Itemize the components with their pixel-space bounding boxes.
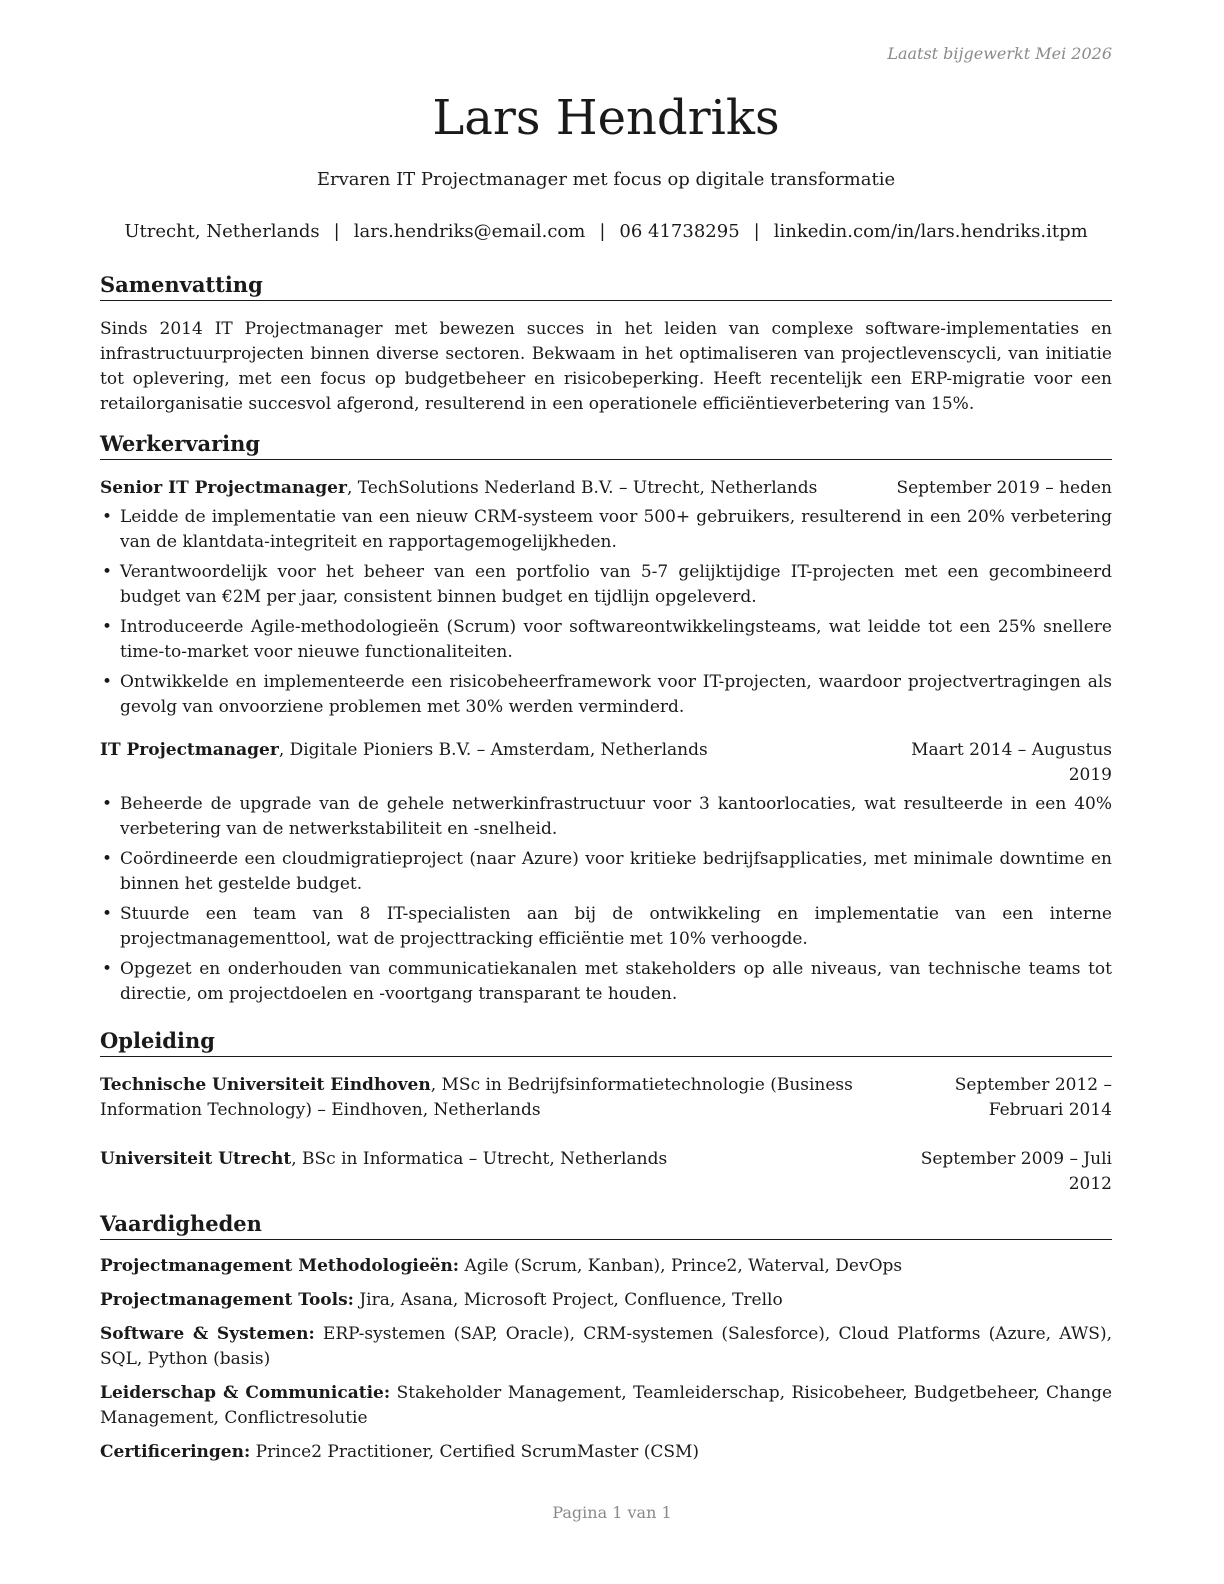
list-item: • Verantwoordelijk voor het beheer van een portfolio van 5-7 gelijktijdige IT-projecten met een gecombineerd budget van €2M per jaar, consistent binnen budget en tijdlijn opgeleverd. [100,560,1112,610]
job-entry [100,738,1112,1007]
contact-separator: | [333,221,340,242]
education-section [100,1028,1112,1197]
skill-value: Jira, Asana, Microsoft Project, Confluence, Trello [353,1290,783,1310]
job-role: Senior IT Projectmanager [100,478,347,498]
education-entry [100,1073,1112,1123]
skill-line [100,1440,1112,1465]
contact-separator: | [753,221,760,242]
skill-value: Agile (Scrum, Kanban), Prince2, Waterval, DevOps [459,1256,903,1276]
job-header [100,738,1112,788]
contact-location: Utrecht, Netherlands [124,221,320,242]
education-detail: , MSc in Bedrijfsinformatietechnologie (Business Information Technology) – Eindhoven, Netherlands [100,1075,853,1120]
skill-value: Prince2 Practitioner, Certified ScrumMaster (CSM) [250,1442,700,1462]
job-role: IT Projectmanager [100,740,279,760]
list-item: • Leidde de implementatie van een nieuw CRM-systeem voor 500+ gebruikers, resulterend in een 20% verbetering van de klantdata-integriteit en rapportagemogelijkheden. [100,505,1112,555]
skill-value: ERP-systemen (SAP, Oracle), CRM-systemen (Salesforce), Cloud Platforms (Azure, AWS), SQL, Python (basis) [100,1324,1112,1369]
education-entry [100,1147,1112,1197]
list-item: • Introduceerde Agile-methodologieën (Scrum) voor softwareontwikkelingsteams, wat leidde tot een 25% snellere time-to-market voor nieuwe functionaliteiten. [100,615,1112,665]
job-company: , TechSolutions Nederland B.V. – Utrecht, Netherlands [346,478,818,498]
list-item: • Stuurde een team van 8 IT-specialisten aan bij de ontwikkeling en implementatie van een interne projectmanagementtool, wat de projecttracking efficiëntie met 10% verhoogde. [100,902,1112,952]
skill-label: Projectmanagement Tools: [100,1290,354,1310]
summary-section [100,272,1112,417]
skill-label: Projectmanagement Methodologieën: [100,1256,460,1276]
education-school: Universiteit Utrecht [100,1149,292,1169]
skill-label: Software & Systemen: [100,1324,315,1344]
job-bullets [100,505,1112,720]
education-dates: September 2009 – Juli 2012 [920,1149,1112,1194]
job-dates: September 2019 – heden [896,478,1112,498]
contact-line [100,220,1112,244]
contact-linkedin[interactable]: linkedin.com/in/lars.hendriks.itpm [773,221,1088,242]
job-bullets [100,792,1112,1007]
job-company: , Digitale Pioniers B.V. – Amsterdam, Netherlands [278,740,708,760]
skill-label: Certificeringen: [100,1442,251,1462]
contact-phone: 06 41738295 [619,221,740,242]
contact-separator: | [599,221,606,242]
candidate-name: Lars Hendriks [432,90,780,146]
job-entry [100,476,1112,720]
section-title: Samenvatting [100,272,1112,301]
page-number: Pagina 1 van 1 [552,1503,672,1522]
list-item: • Opgezet en onderhouden van communicatiekanalen met stakeholders op alle niveaus, van technische teams tot directie, om projectdoelen en -voortgang transparant te houden. [100,957,1112,1007]
contact-email[interactable]: lars.hendriks@email.com [353,221,586,242]
skill-label: Leiderschap & Communicatie: [100,1383,391,1403]
skill-line [100,1288,1112,1313]
education-school: Technische Universiteit Eindhoven [100,1075,431,1095]
skill-line [100,1254,1112,1279]
section-title: Werkervaring [100,431,1112,460]
list-item: • Coördineerde een cloudmigratieproject (naar Azure) voor kritieke bedrijfsapplicaties, met minimale downtime en binnen het gestelde budget. [100,847,1112,897]
skills-section [100,1211,1112,1465]
skill-line [100,1322,1112,1372]
last-updated: Laatst bijgewerkt Mei 2026 [887,44,1112,63]
section-title: Opleiding [100,1028,1112,1057]
job-dates: Maart 2014 – Augustus 2019 [911,740,1112,785]
summary-text: Sinds 2014 IT Projectmanager met bewezen succes in het leiden van complexe software-implementaties en infrastructuurprojecten binnen diverse sectoren. Bekwaam in het optimaliseren van projectlevenscycli, van initiatie tot oplevering, met een focus op budgetbeheer en risicobeperking. Heeft recentelijk een ERP-migratie voor een retailorganisatie succesvol afgerond, resulterend in een operationele efficiëntieverbetering van 15%. [100,319,1112,414]
section-title: Vaardigheden [100,1211,1112,1240]
tagline: Ervaren IT Projectmanager met focus op digitale transformatie [316,169,896,190]
list-item: • Beheerde de upgrade van de gehele netwerkinfrastructuur voor 3 kantoorlocaties, wat resulteerde in een 40% verbetering van de netwerkstabiliteit en -snelheid. [100,792,1112,842]
education-dates: September 2012 – Februari 2014 [954,1075,1112,1120]
list-item: • Ontwikkelde en implementeerde een risicobeheerframework voor IT-projecten, waardoor projectvertragingen als gevolg van onvoorziene problemen met 30% werden verminderd. [100,670,1112,720]
experience-section [100,431,1112,1012]
skill-value: Stakeholder Management, Teamleiderschap, Risicobeheer, Budgetbeheer, Change Management, Conflictresolutie [100,1383,1113,1428]
job-header [100,476,1112,501]
skill-line [100,1381,1112,1431]
education-detail: , BSc in Informatica – Utrecht, Netherlands [291,1149,668,1169]
